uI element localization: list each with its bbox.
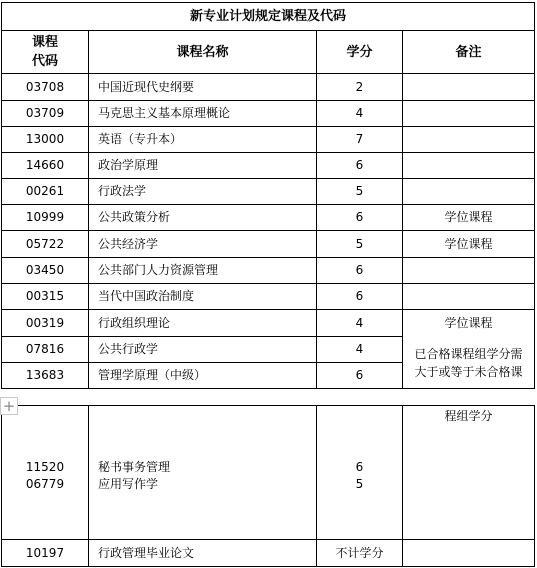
credit-cell: 6 bbox=[355, 368, 364, 382]
course-name-cell: 中国近现代史纲要 bbox=[98, 79, 195, 94]
course-code-cell: 07816 bbox=[25, 342, 65, 356]
thesis-name: 行政管理毕业论文 bbox=[98, 545, 195, 560]
course-code-cell: 00261 bbox=[25, 184, 65, 198]
course-name-cell: 公共经济学 bbox=[98, 236, 159, 251]
course-name-cell: 公共行政学 bbox=[98, 342, 159, 356]
group-course-names bbox=[89, 406, 316, 539]
note-cell bbox=[403, 101, 534, 126]
note-cell bbox=[403, 284, 534, 309]
plus-icon: + bbox=[2, 396, 16, 415]
note-cell bbox=[403, 258, 534, 283]
grid-line bbox=[1, 566, 535, 567]
course-name-cell: 当代中国政治制度 bbox=[98, 289, 195, 303]
note-cell bbox=[403, 74, 534, 100]
header-course-name: 课程名称 bbox=[176, 44, 229, 60]
course-name-cell: 公共政策分析 bbox=[98, 210, 171, 224]
note-cell: 学位课程 bbox=[444, 315, 493, 330]
course-code-cell: 10999 bbox=[25, 210, 65, 224]
course-name-cell: 公共部门人力资源管理 bbox=[98, 263, 219, 277]
credit-cell: 6 bbox=[355, 263, 364, 277]
course-code-cell: 13683 bbox=[25, 368, 65, 382]
header-course-code bbox=[2, 31, 88, 73]
credit-cell: 6 bbox=[355, 210, 364, 224]
thesis-note bbox=[403, 540, 534, 566]
course-name-cell: 行政法学 bbox=[98, 184, 147, 198]
grid-line bbox=[1, 388, 535, 389]
note-cell: 学位课程 bbox=[444, 210, 493, 224]
credit-cell: 6 bbox=[355, 158, 364, 172]
thesis-code: 10197 bbox=[25, 545, 65, 560]
group-course-codes bbox=[2, 406, 88, 539]
course-name-cell: 马克思主义基本原理概论 bbox=[98, 106, 231, 120]
thesis-credit: 不计学分 bbox=[335, 545, 384, 560]
group-credit-1: 6 bbox=[355, 459, 364, 474]
course-name-cell: 英语（专升本） bbox=[98, 132, 183, 146]
group-code-2: 06779 bbox=[25, 476, 65, 491]
course-name-cell: 管理学原理（中级） bbox=[98, 368, 207, 382]
note-cell bbox=[403, 179, 534, 204]
course-code-cell: 03450 bbox=[25, 263, 65, 277]
header-note: 备注 bbox=[455, 44, 482, 60]
group-credit-2: 5 bbox=[355, 476, 364, 491]
group-code-1: 11520 bbox=[25, 459, 65, 474]
course-code-cell: 00315 bbox=[25, 289, 65, 303]
course-code-cell: 00319 bbox=[25, 315, 65, 330]
grid-line bbox=[534, 405, 535, 567]
header-credit: 学分 bbox=[346, 44, 373, 60]
course-code-cell: 03709 bbox=[25, 106, 65, 120]
note-cell: 学位课程 bbox=[444, 236, 493, 251]
add-row-button[interactable] bbox=[0, 397, 18, 415]
credit-cell: 6 bbox=[355, 289, 364, 303]
course-code-cell: 13000 bbox=[25, 132, 65, 146]
note-cell bbox=[403, 127, 534, 152]
group-name-1: 秘书事务管理 bbox=[98, 459, 171, 474]
table-title: 新专业计划规定课程及代码 bbox=[189, 9, 346, 24]
header-code-line1: 课程 bbox=[31, 35, 58, 50]
group-name-2: 应用写作学 bbox=[98, 476, 159, 491]
course-name-cell: 政治学原理 bbox=[98, 158, 159, 172]
credit-cell: 4 bbox=[355, 315, 364, 330]
header-code-line2: 代码 bbox=[31, 54, 58, 69]
credit-cell: 4 bbox=[355, 342, 364, 356]
merged-note-continuation: 程组学分 bbox=[444, 408, 493, 423]
credit-cell: 2 bbox=[355, 79, 364, 94]
merged-note bbox=[403, 337, 534, 388]
course-code-cell: 03708 bbox=[25, 79, 65, 94]
group-credits bbox=[317, 406, 402, 539]
course-code-cell: 14660 bbox=[25, 158, 65, 172]
course-code-cell: 05722 bbox=[25, 236, 65, 251]
note-cell bbox=[403, 153, 534, 178]
credit-cell: 5 bbox=[355, 184, 364, 198]
course-name-cell: 行政组织理论 bbox=[98, 315, 171, 330]
merged-note-line2: 大于或等于未合格课 bbox=[414, 364, 523, 379]
credit-cell: 5 bbox=[355, 236, 364, 251]
merged-note-line1: 已合格课程组学分需 bbox=[414, 346, 523, 361]
credit-cell: 4 bbox=[355, 106, 364, 120]
credit-cell: 7 bbox=[355, 132, 364, 146]
grid-line bbox=[534, 2, 535, 389]
